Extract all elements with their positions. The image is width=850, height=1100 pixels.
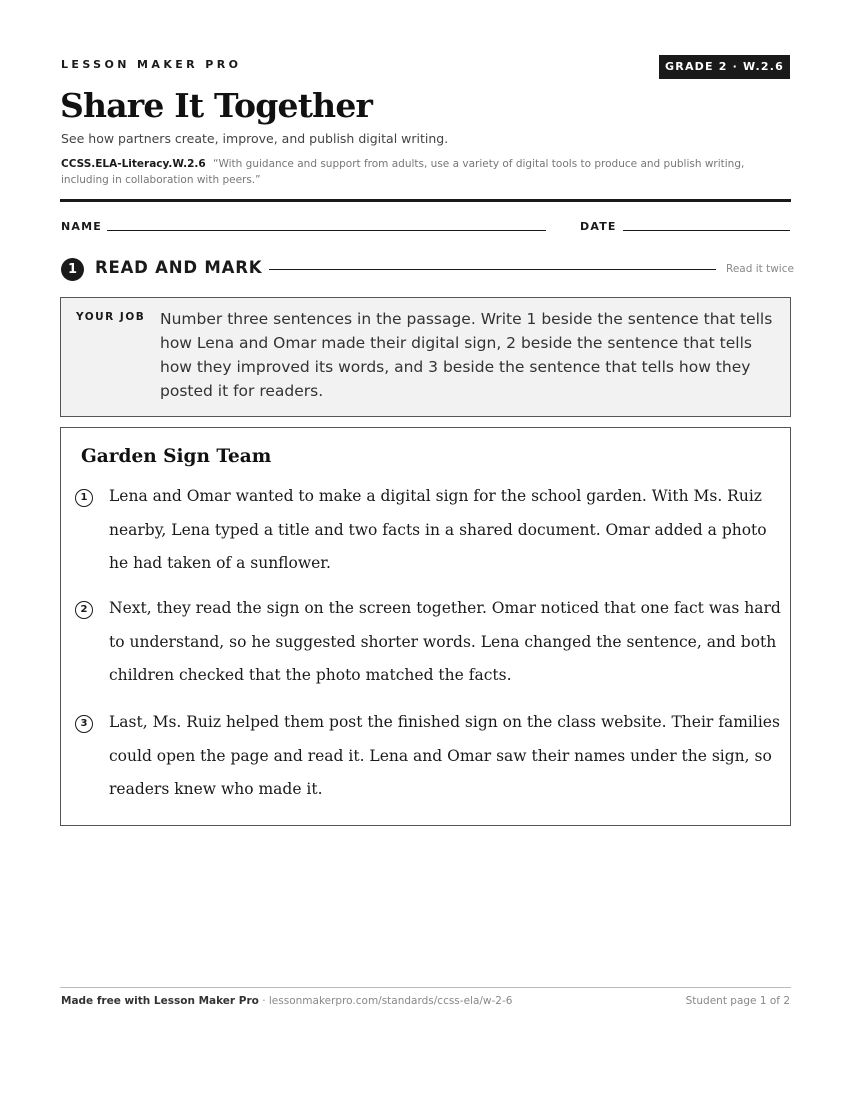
paragraph-text: Last, Ms. Ruiz helped them post the finished sign on the class website. Their families could open the page and read it. Lena and Omar saw their names under the sign, so readers knew who made it.: [109, 713, 780, 798]
date-label: DATE: [580, 220, 617, 233]
footer-made-with: Made free with Lesson Maker Pro: [61, 995, 259, 1007]
paragraph-text: Next, they read the sign on the screen together. Omar noticed that one fact was hard to understand, so he suggested shorter words. Lena changed the sentence, and both children checked that the photo matched the facts.: [109, 599, 781, 684]
standard-code: CCSS.ELA-Literacy.W.2.6: [61, 158, 206, 170]
paragraph-number-icon: 2: [75, 601, 93, 619]
header-divider: [60, 199, 791, 202]
brand-name: LESSON MAKER PRO: [61, 58, 242, 71]
standard-citation: [61, 156, 791, 188]
footer-url[interactable]: · lessonmakerpro.com/standards/ccss-ela/w-2-6: [262, 995, 513, 1007]
page-subtitle: See how partners create, improve, and publish digital writing.: [61, 131, 449, 146]
footer-page-number: Student page 1 of 2: [685, 995, 790, 1007]
paragraph-number-icon: 1: [75, 489, 93, 507]
section-title: READ AND MARK: [95, 258, 263, 277]
paragraph-number-icon: 3: [75, 715, 93, 733]
passage-box: [60, 427, 791, 826]
section-divider: [269, 269, 716, 270]
section-number-badge: 1: [61, 258, 84, 281]
your-job-instructions: Number three sentences in the passage. Write 1 beside the sentence that tells how Lena and Omar made their digital sign, 2 beside the sentence that tells how they improved its words, and 3 beside the sentence that tells how they posted it for readers.: [160, 310, 773, 400]
your-job-box: [60, 297, 791, 417]
paragraph-text: Lena and Omar wanted to make a digital sign for the school garden. With Ms. Ruiz nearby, Lena typed a title and two facts in a shared document. Omar added a photo he had taken of a sunflower.: [109, 487, 767, 572]
your-job-label: YOUR JOB: [76, 311, 146, 323]
standard-text: “With guidance and support from adults, use a variety of digital tools to produce and publish writing, including in collaboration with peers.”: [61, 158, 745, 186]
name-field[interactable]: [107, 230, 546, 231]
page-title: Share It Together: [60, 86, 373, 125]
footer-credit: [61, 995, 512, 1007]
date-field[interactable]: [623, 230, 790, 231]
passage-title: Garden Sign Team: [81, 446, 272, 467]
name-label: NAME: [61, 220, 102, 233]
grade-badge: GRADE 2 · W.2.6: [659, 55, 790, 79]
footer-divider: [60, 987, 791, 988]
section-note: Read it twice: [726, 263, 794, 275]
